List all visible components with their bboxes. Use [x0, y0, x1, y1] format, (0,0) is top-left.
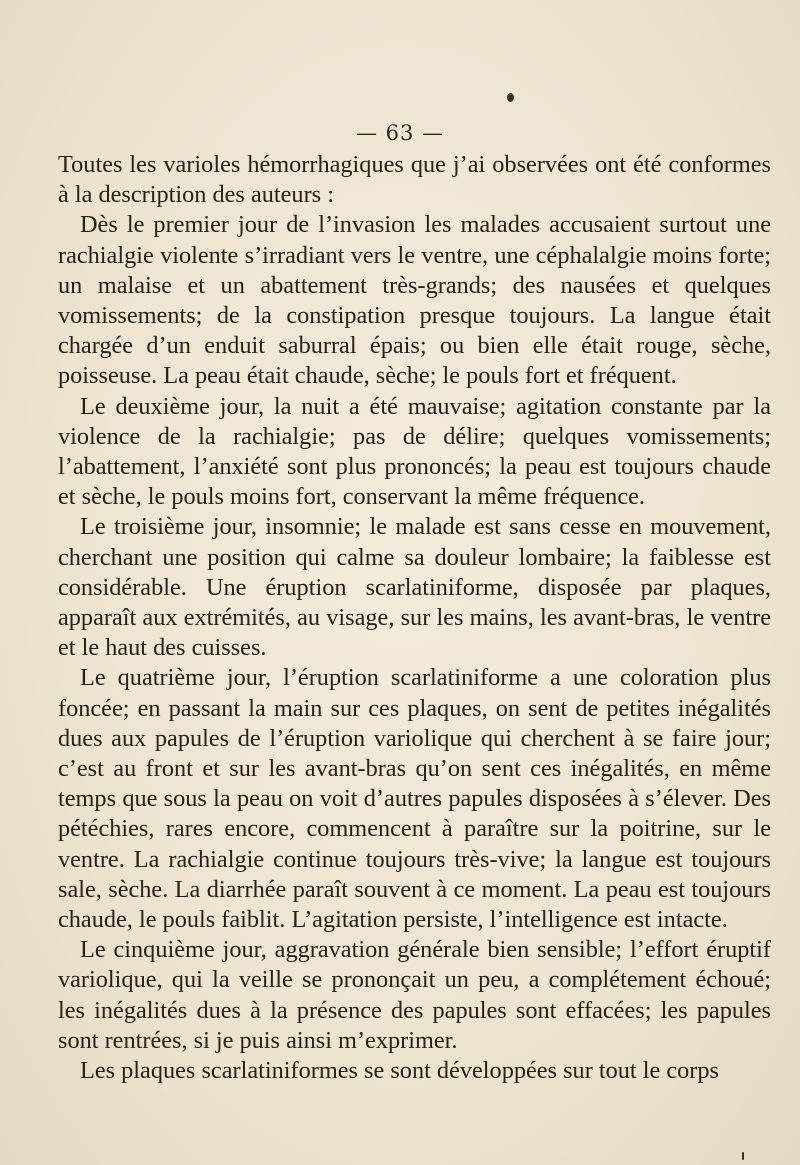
paragraph: Toutes les varioles hémorrhagiques que j’ai observées ont été conformes à la description des auteurs : [58, 151, 771, 209]
ink-speck [507, 93, 514, 102]
paragraph: Le troisième jour, insomnie; le malade est sans cesse en mouvement, cherchant une position qui calme sa douleur lombaire; la faiblesse est considérable. Une éruption scarlatiniforme, disposée par plaques, apparaît aux extrémités, au visage, sur les mains, les avant-bras, le ventre et le haut des cuisses. [58, 513, 771, 662]
paragraph: Le quatrième jour, l’éruption scarlatiniforme a une coloration plus foncée; en passant la main sur ces plaques, on sent de petites inégalités dues aux papules de l’éruption variolique qui cherchent à se faire jour; c’est au front et sur les avant-bras qu’on sent ces inégalités, en même temps que sous la peau on voit d’autres papules disposées à s’élever. Des pétéchies, rares encore, commencent à paraître sur la poitrine, sur le ventre. La rachialgie continue toujours très-vive; la langue est toujours sale, sèche. La diarrhée paraît souvent à ce moment. La peau est toujours chaude, le pouls faiblit. L’agitation persiste, l’intelligence est intacte. [58, 664, 771, 934]
paragraph: Les plaques scarlatiniformes se sont développées sur tout le corps [80, 1057, 719, 1085]
ink-speck [742, 1152, 744, 1160]
paragraph: Le cinquième jour, aggravation générale bien sensible; l’effort éruptif variolique, qui la veille se prononçait un peu, a complétement échoué; les inégalités dues à la présence des papules sont effacées; les papules sont rentrées, si je puis ainsi m’exprimer. [58, 936, 771, 1054]
page-number: — 63 — [355, 121, 445, 145]
paragraph: Le deuxième jour, la nuit a été mauvaise; agitation constante par la violence de la rachialgie; pas de délire; quelques vomissements; l’abattement, l’anxiété sont plus prononcés; la peau est toujours chaude et sèche, le pouls moins fort, conservant la même fréquence. [58, 392, 771, 511]
body-text [58, 150, 771, 1086]
paragraph: Dès le premier jour de l’invasion les malades accusaient surtout une rachialgie violente s’irradiant vers le ventre, une céphalalgie moins forte; un malaise et un abattement très-grands; des nausées et quelques vomissements; de la constipation presque toujours. La langue était chargée d’un enduit saburral épais; ou bien elle était rouge, sèche, poisseuse. La peau était chaude, sèche; le pouls fort et fréquent. [58, 211, 771, 390]
